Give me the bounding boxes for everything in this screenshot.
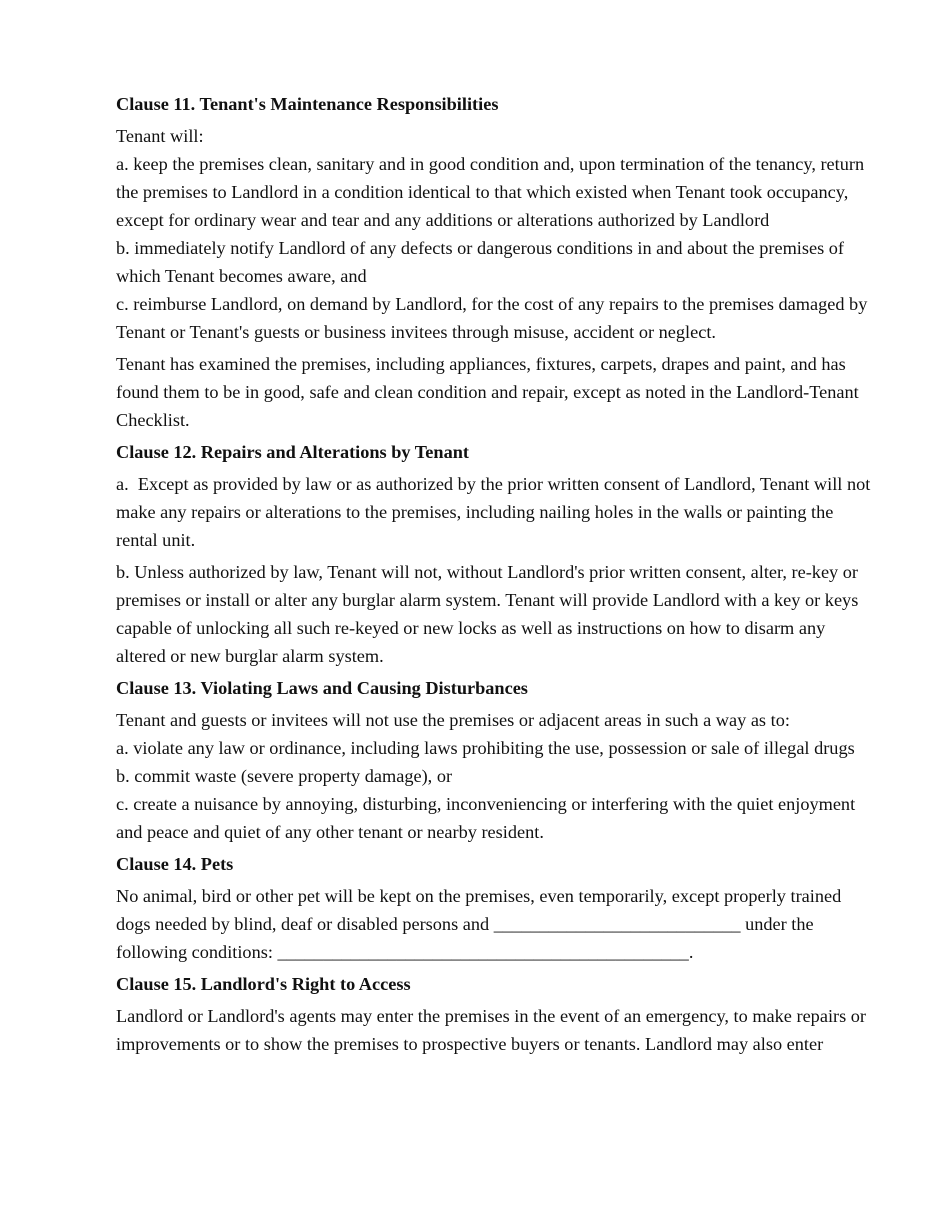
clause-11-heading: Clause 11. Tenant's Maintenance Responsibilities (116, 94, 499, 114)
clause-12-item-b: b. Unless authorized by law, Tenant will not, without Landlord's prior written consent, alter, re-key or premises or install or alter any burglar alarm system. Tenant will provide Landlord with a key or keys capable of unlocking all such re-keyed or new locks as well as instructions on how to disarm any altered or new burglar alarm system. (116, 562, 859, 666)
clause-14-heading: Clause 14. Pets (116, 854, 234, 874)
pet-conditions-blank: _____________________________________________ (277, 942, 689, 962)
clause-14-text-part1: No animal, bird or other pet will be kept on the premises, even temporarily, except properly trained dogs needed by blind, deaf or disabled persons and (116, 886, 842, 934)
clause-15-heading: Clause 15. Landlord's Right to Access (116, 974, 411, 994)
clause-13-intro: Tenant and guests or invitees will not use the premises or adjacent areas in such a way as to: (116, 710, 790, 730)
clause-14-text (116, 882, 876, 966)
clause-14-text-part3: . (688, 942, 694, 962)
clause-13-item-c: c. create a nuisance by annoying, disturbing, inconveniencing or interfering with the quiet enjoyment and peace and quiet of any other tenant or nearby resident. (116, 794, 856, 842)
clause-11-intro: Tenant will: (116, 126, 204, 146)
clause-11-item-a: a. keep the premises clean, sanitary and in good condition and, upon termination of the tenancy, return the premises to Landlord in a condition identical to that which existed when Tenant took occupancy, except for ordinary wear and tear and any additions or alterations authorized by Landlord (116, 154, 865, 230)
clause-13-item-a: a. violate any law or ordinance, including laws prohibiting the use, possession or sale of illegal drugs (116, 738, 855, 758)
clause-11-item-c: c. reimburse Landlord, on demand by Landlord, for the cost of any repairs to the premises damaged by Tenant or Tenant's guests or business invitees through misuse, accident or neglect. (116, 294, 868, 342)
clause-14-text-part2: under the following conditions: (116, 914, 814, 962)
clause-11-item-b: b. immediately notify Landlord of any defects or dangerous conditions in and about the premises of which Tenant becomes aware, and (116, 238, 845, 286)
clause-11-closing: Tenant has examined the premises, including appliances, fixtures, carpets, drapes and paint, and has found them to be in good, safe and clean condition and repair, except as noted in the Landlord-Tenant Checklist. (116, 354, 859, 430)
clause-13-item-b: b. commit waste (severe property damage), or (116, 766, 453, 786)
lease-document-page (116, 90, 876, 1058)
clause-15-text: Landlord or Landlord's agents may enter the premises in the event of an emergency, to make repairs or improvements or to show the premises to prospective buyers or tenants. Landlord may also enter (116, 1006, 867, 1054)
pet-exception-blank: ___________________________ (493, 914, 741, 934)
clause-12-heading: Clause 12. Repairs and Alterations by Tenant (116, 442, 469, 462)
clause-12-item-a: a. Except as provided by law or as authorized by the prior written consent of Landlord, Tenant will not make any repairs or alterations to the premises, including nailing holes in the walls or painting the rental unit. (116, 474, 875, 550)
clause-13-heading: Clause 13. Violating Laws and Causing Disturbances (116, 678, 528, 698)
